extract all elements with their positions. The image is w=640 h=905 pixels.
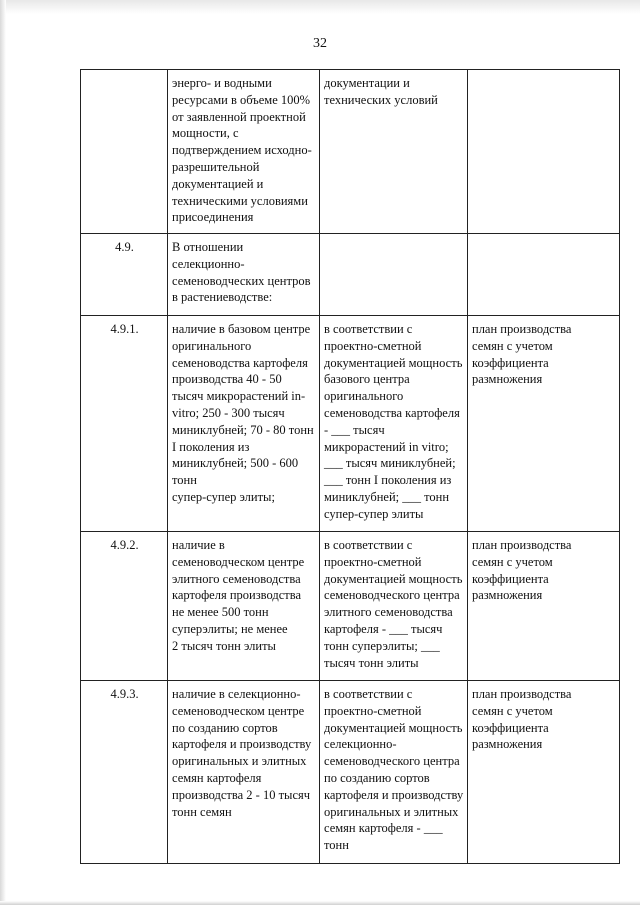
requirement-text: В отношении селекционно- семеноводческих центров в растениеводстве: (168, 234, 320, 316)
note-text: план производства семян с учетом коэффициента размножения (468, 681, 620, 864)
note-text (468, 234, 620, 316)
page-top-shadow (0, 0, 640, 14)
basis-text: в соответствии с проектно-сметной документацией мощность селекционно- семеноводческого центра по созданию сортов картофеля и производству оригинальных и элитных семян картофеля - ___ тонн (320, 681, 468, 864)
note-text: план производства семян с учетом коэффициента размножения (468, 316, 620, 532)
page-bottom-shadow (0, 901, 640, 905)
basis-text: в соответствии с проектно-сметной документацией мощность базового центра оригинального семеноводства картофеля - ___ тысяч микрорастений in vitro; ___ тысяч миниклубней; ___ тонн I поколения из миниклубней; ___ тонн супер-супер элиты (320, 316, 468, 532)
table-row (81, 532, 620, 681)
row-number: 4.9.2. (81, 532, 168, 681)
requirement-text: наличие в селекционно- семеноводческом центре по созданию сортов картофеля и производству оригинальных и элитных семян картофеля производства 2 - 10 тысяч тонн семян (168, 681, 320, 864)
table-row (81, 234, 620, 316)
note-text: план производства семян с учетом коэффициента размножения (468, 532, 620, 681)
row-number: 4.9.1. (81, 316, 168, 532)
basis-text (320, 234, 468, 316)
table-row (81, 70, 620, 234)
requirement-text: наличие в базовом центре оригинального семеноводства картофеля производства 40 - 50 тысяч микрорастений in- vitro; 250 - 300 тысяч миниклубней; 70 - 80 тонн I поколения из миниклубней; 500 - 600 тонн супер-супер элиты; (168, 316, 320, 532)
table-row (81, 681, 620, 864)
row-number: 4.9.3. (81, 681, 168, 864)
table-row (81, 316, 620, 532)
requirement-text: наличие в семеноводческом центре элитного семеноводства картофеля производства не менее 500 тонн суперэлиты; не менее 2 тысяч тонн элиты (168, 532, 320, 681)
requirements-table (80, 69, 620, 864)
row-number: 4.9. (81, 234, 168, 316)
page-number: 32 (313, 36, 327, 51)
page-left-shadow (0, 0, 6, 905)
basis-text: в соответствии с проектно-сметной документацией мощность семеноводческого центра элитного семеноводства картофеля - ___ тысяч тонн суперэлиты; ___ тысяч тонн элиты (320, 532, 468, 681)
basis-text: документации и технических условий (320, 70, 468, 234)
row-number (81, 70, 168, 234)
requirement-text: энерго- и водными ресурсами в объеме 100% от заявленной проектной мощности, с подтверждением исходно- разрешительной документацией и техническими условиями присоединения (168, 70, 320, 234)
note-text (468, 70, 620, 234)
